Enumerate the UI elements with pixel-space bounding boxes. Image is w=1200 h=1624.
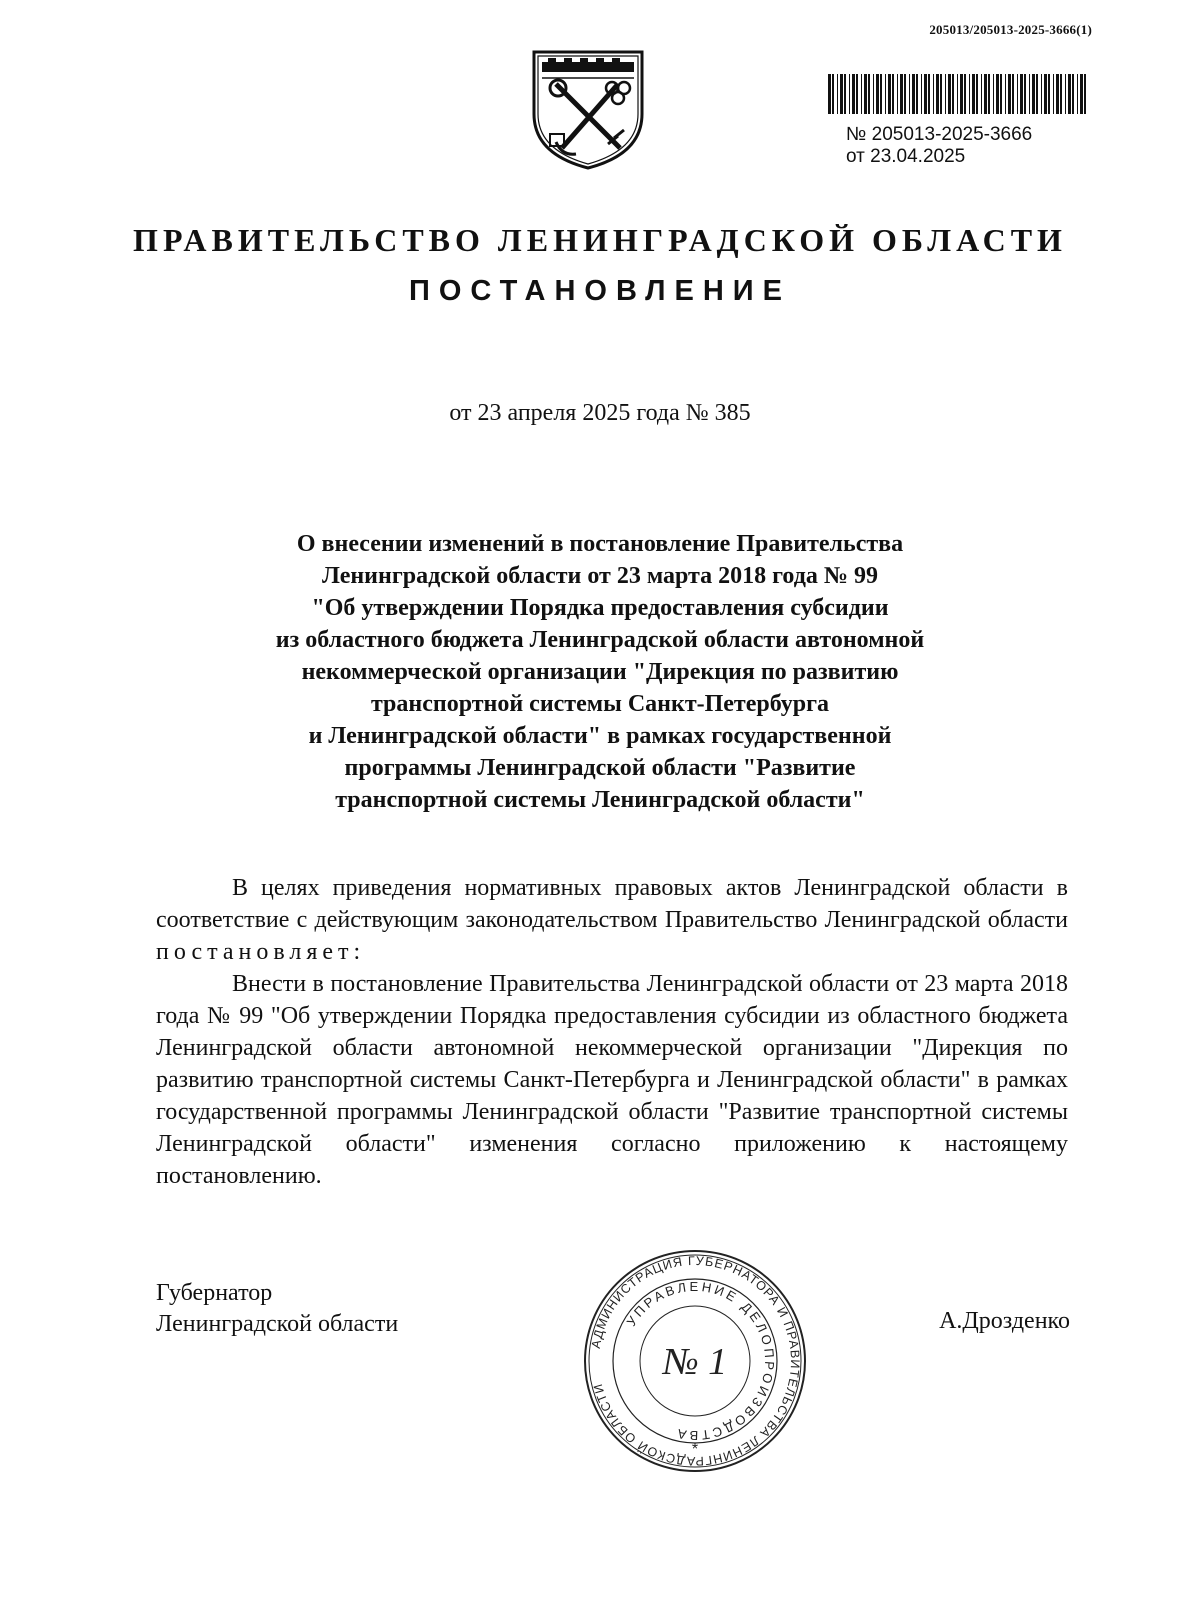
barcode-bar <box>832 74 834 114</box>
barcode-bar <box>849 74 850 114</box>
document-subject <box>200 528 1000 816</box>
barcode-bar <box>964 74 966 114</box>
barcode-bar <box>1036 74 1038 114</box>
barcode-bar <box>1029 74 1030 114</box>
barcode-bar <box>1005 74 1006 114</box>
subject-line: транспортной системы Санкт-Петербурга <box>370 691 830 717</box>
barcode-bar <box>1044 74 1047 114</box>
barcode-bar <box>1048 74 1050 114</box>
barcode-bar <box>957 74 958 114</box>
position-line: Ленинградской области <box>156 1311 399 1337</box>
barcode-bar <box>1072 74 1074 114</box>
barcode-bar <box>1012 74 1014 114</box>
resolution-paragraph: Внести в постановление Правительства Ленинградской области от 23 марта 2018 года № 99 "Об утверждении Порядка предоставления субсидии из областного бюджета Ленинградской области автономной некоммерческой организации "Дирекция по развитию транспортной системы Санкт-Петербурга и Ленинградской области" в рамках государственной программы Ленинградской области "Развитие транспортной системы Ленинградской области" изменения согласно приложению к настоящему постановлению. <box>156 971 1068 1189</box>
barcode-bar <box>969 74 970 114</box>
barcode-bar <box>916 74 918 114</box>
barcode-bar <box>1068 74 1071 114</box>
barcode-bar <box>852 74 855 114</box>
barcode-bar <box>928 74 930 114</box>
barcode-bar <box>936 74 939 114</box>
barcode-bar <box>972 74 975 114</box>
barcode-bar <box>1056 74 1059 114</box>
barcode-bar <box>993 74 994 114</box>
registration-date: от 23.04.2025 <box>846 146 966 167</box>
barcode-bar <box>828 74 831 114</box>
barcode-bar <box>1065 74 1066 114</box>
barcode-bar <box>912 74 915 114</box>
barcode-bar <box>880 74 882 114</box>
barcode-bar <box>940 74 942 114</box>
barcode-bar <box>981 74 982 114</box>
barcode-bar <box>924 74 927 114</box>
subject-line: некоммерческой организации "Дирекция по развитию <box>301 659 899 685</box>
barcode-bar <box>1032 74 1035 114</box>
barcode-bar <box>1053 74 1054 114</box>
resolves-word: постановляет: <box>156 939 366 965</box>
barcode-bar <box>984 74 987 114</box>
barcode-bar <box>888 74 891 114</box>
subject-line: из областного бюджета Ленинградской области автономной <box>275 627 925 653</box>
stamp-inner-text: УПРАВЛЕНИЕ ДЕЛОПРОИЗВОДСТВА <box>623 1278 778 1444</box>
position-line: Губернатор <box>156 1280 273 1306</box>
barcode-bar <box>892 74 894 114</box>
barcode <box>828 74 1088 114</box>
barcode-bar <box>864 74 867 114</box>
signatory-name: А.Дрозденко <box>939 1308 1070 1334</box>
registration-number: № 205013-2025-3666 <box>846 124 1033 145</box>
svg-text:*: * <box>691 1441 699 1458</box>
barcode-bar <box>844 74 846 114</box>
subject-line: "Об утверждении Порядка предоставления субсидии <box>311 595 889 621</box>
document-date-number: от 23 апреля 2025 года № 385 <box>449 400 751 426</box>
barcode-bar <box>976 74 978 114</box>
stamp-outer-text: АДМИНИСТРАЦИЯ ГУБЕРНАТОРА И ПРАВИТЕЛЬСТВА ЛЕНИНГРАДСКОЙ ОБЛАСТИ <box>588 1253 803 1469</box>
barcode-bar <box>1017 74 1018 114</box>
barcode-bar <box>909 74 910 114</box>
barcode-bar <box>904 74 906 114</box>
barcode-bar <box>1060 74 1062 114</box>
barcode-bar <box>1080 74 1083 114</box>
barcode-bar <box>876 74 879 114</box>
stamp-center-number: № 1 <box>662 1341 728 1383</box>
subject-line: транспортной системы Ленинградской области" <box>335 787 865 813</box>
barcode-bar <box>873 74 874 114</box>
coat-of-arms-emblem <box>528 44 648 172</box>
barcode-bar <box>1000 74 1002 114</box>
barcode-bar <box>1077 74 1078 114</box>
preamble-text: В целях приведения нормативных правовых актов Ленинградской области в соответствие с действующим законодательством Правительство Ленинградской области <box>156 875 1068 933</box>
subject-line: программы Ленинградской области "Развитие <box>344 755 856 781</box>
document-body <box>156 872 1068 1192</box>
barcode-bar <box>1020 74 1023 114</box>
barcode-bar <box>1024 74 1026 114</box>
barcode-bar <box>996 74 999 114</box>
subject-line: Ленинградской области от 23 марта 2018 года № 99 <box>321 563 878 589</box>
barcode-bar <box>1084 74 1086 114</box>
preamble-paragraph <box>156 872 1068 968</box>
subject-line: и Ленинградской области" в рамках государственной <box>308 723 892 749</box>
document-id: 205013/205013-2025-3666(1) <box>929 22 1092 37</box>
barcode-bar <box>868 74 870 114</box>
barcode-bar <box>945 74 946 114</box>
signatory-position <box>156 1278 398 1340</box>
official-stamp-seal <box>580 1246 810 1476</box>
barcode-bar <box>948 74 951 114</box>
barcode-bar <box>837 74 838 114</box>
barcode-bar <box>897 74 898 114</box>
barcode-bar <box>933 74 934 114</box>
barcode-bar <box>952 74 954 114</box>
barcode-bar <box>1041 74 1042 114</box>
subject-line: О внесении изменений в постановление Правительства <box>296 531 904 557</box>
barcode-bar <box>960 74 963 114</box>
document-type: ПОСТАНОВЛЕНИЕ <box>409 275 791 307</box>
barcode-bar <box>885 74 886 114</box>
barcode-bar <box>861 74 862 114</box>
barcode-bar <box>856 74 858 114</box>
barcode-bar <box>840 74 843 114</box>
barcode-bar <box>1008 74 1011 114</box>
government-title: ПРАВИТЕЛЬСТВО ЛЕНИНГРАДСКОЙ ОБЛАСТИ <box>133 222 1067 258</box>
barcode-bar <box>988 74 990 114</box>
barcode-bar <box>921 74 922 114</box>
barcode-bar <box>900 74 903 114</box>
